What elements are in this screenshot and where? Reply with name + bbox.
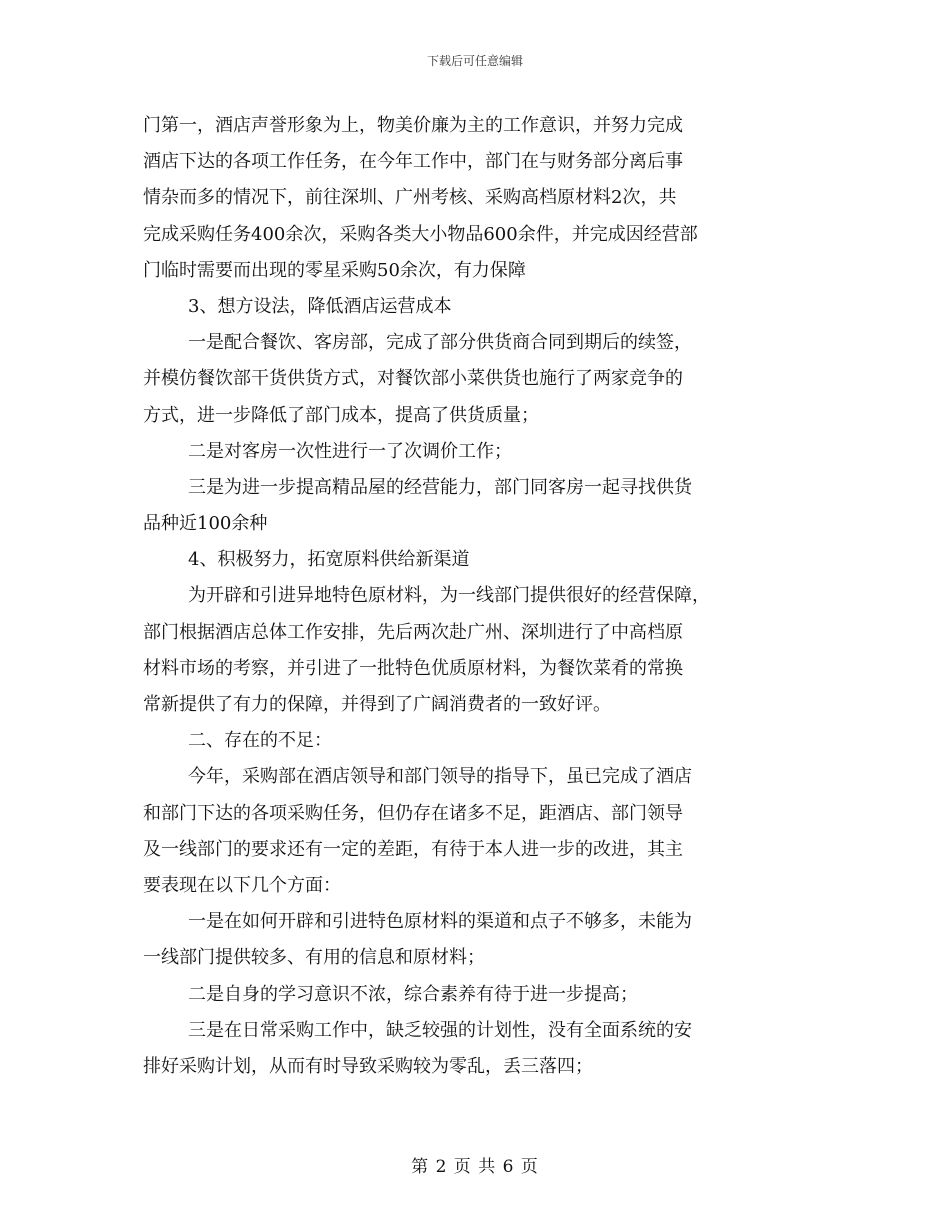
text-line: 今年，采购部在酒店领导和部门领导的指导下，虽已完成了酒店 bbox=[188, 766, 692, 788]
text-line: 和部门下达的各项采购任务，但仍存在诸多不足，距酒店、部门领导 bbox=[143, 802, 683, 824]
text-line: 4、积极努力，拓宽原料供给新渠道 bbox=[188, 549, 470, 571]
text-line: 一是在如何开辟和引进特色原材料的渠道和点子不够多，未能为 bbox=[188, 911, 692, 933]
text-line: 一线部门提供较多、有用的信息和原材料； bbox=[143, 947, 485, 969]
text-line: 二、存在的不足： bbox=[188, 730, 332, 752]
page-header-note: 下载后可任意编辑 bbox=[426, 54, 523, 68]
text-line: 要表现在以下几个方面： bbox=[143, 874, 341, 896]
text-line: 排好采购计划，从而有时导致采购较为零乱，丢三落四； bbox=[143, 1055, 593, 1077]
text-line: 门第一，酒店声誉形象为上，物美价廉为主的工作意识，并努力完成 bbox=[143, 115, 683, 136]
document-body bbox=[143, 108, 807, 1085]
text-line: 常新提供了有力的保障，并得到了广阔消费者的一致好评。 bbox=[143, 694, 611, 715]
text-line: 并模仿餐饮部干货供货方式，对餐饮部小菜供货也施行了两家竞争的 bbox=[143, 368, 683, 390]
text-line: 酒店下达的各项工作任务，在今年工作中，部门在与财务部分离后事 bbox=[143, 151, 683, 173]
page-number-footer: 第 2 页 共 6 页 bbox=[411, 1157, 539, 1177]
text-line: 材料市场的考察，并引进了一批特色优质原材料，为餐饮菜肴的常换 bbox=[143, 657, 683, 679]
text-line: 门临时需要而出现的零星采购50余次，有力保障 bbox=[143, 259, 526, 281]
text-line: 完成采购任务400余次，采购各类大小物品600余件，并完成因经营部 bbox=[143, 223, 698, 245]
text-line: 一是配合餐饮、客房部，完成了部分供货商合同到期后的续签， bbox=[188, 332, 692, 354]
text-line: 三是为进一步提高精品屋的经营能力，部门同客房一起寻找供货 bbox=[188, 476, 692, 498]
text-line: 部门根据酒店总体工作安排，先后两次赴广州、深圳进行了中高档原 bbox=[143, 621, 683, 643]
text-line: 及一线部门的要求还有一定的差距，有待于本人进一步的改进，其主 bbox=[143, 838, 683, 860]
text-line: 二是自身的学习意识不浓，综合素养有待于进一步提高； bbox=[188, 983, 638, 1005]
text-line: 情杂而多的情况下，前往深圳、广州考核、采购高档原材料2次，共 bbox=[143, 187, 677, 209]
text-line: 为开辟和引进异地特色原材料，为一线部门提供很好的经营保障， bbox=[188, 585, 710, 607]
text-line: 品种近100余种 bbox=[143, 513, 268, 535]
text-line: 二是对客房一次性进行一了次调价工作； bbox=[188, 440, 512, 462]
text-line: 3、想方设法，降低酒店运营成本 bbox=[188, 295, 452, 317]
text-line: 方式，进一步降低了部门成本，提高了供货质量； bbox=[143, 404, 539, 426]
text-line: 三是在日常采购工作中，缺乏较强的计划性，没有全面系统的安 bbox=[188, 1019, 692, 1041]
